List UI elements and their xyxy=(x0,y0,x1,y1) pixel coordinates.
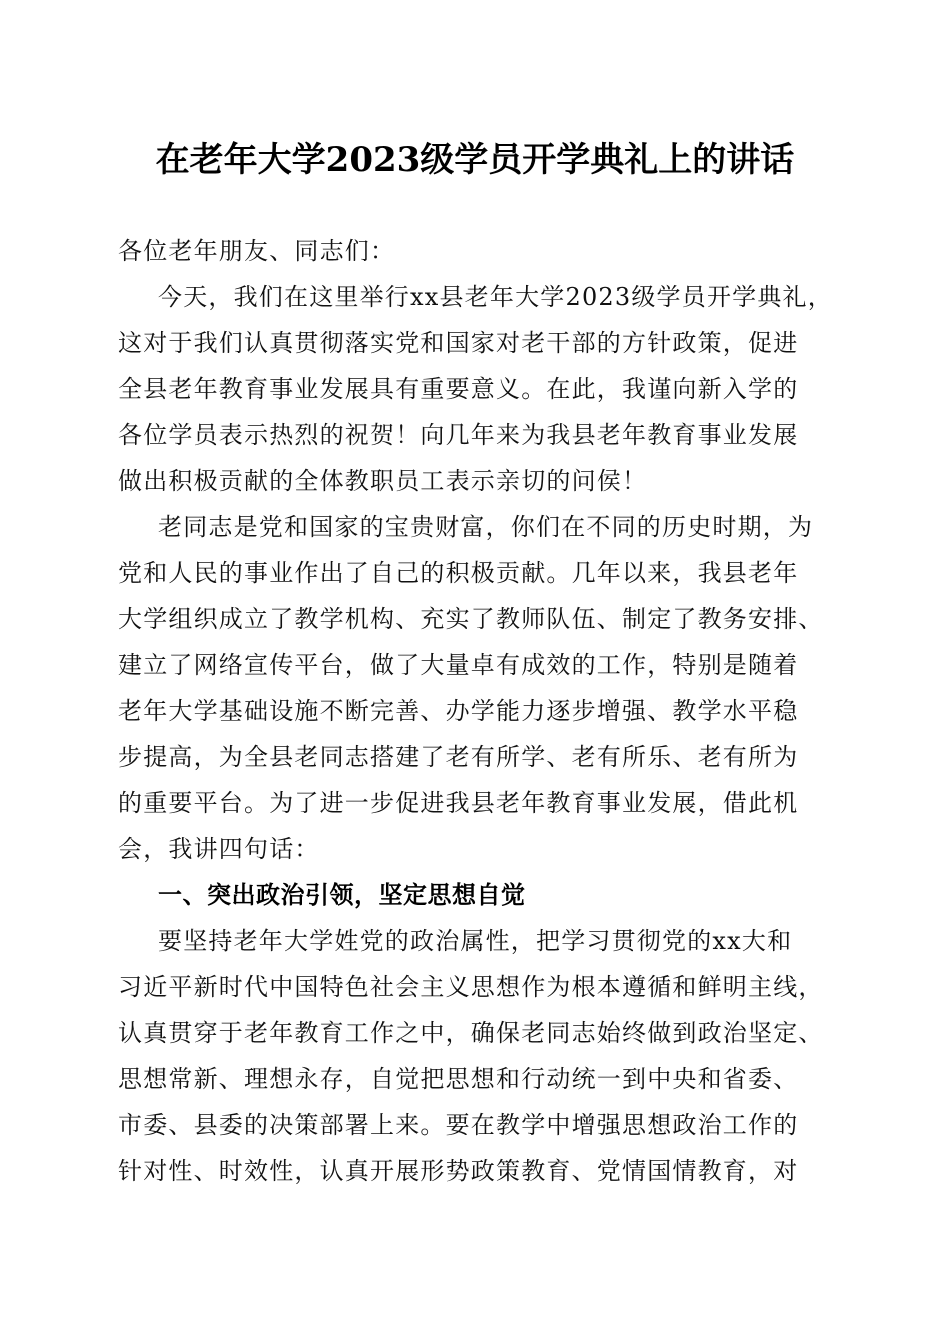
text-line: 步提高，为全县老同志搭建了老有所学、老有所乐、老有所为 xyxy=(118,743,799,771)
text-line: 党和人民的事业作出了自己的积极贡献。几年以来，我县老年 xyxy=(118,559,799,587)
text-line: 认真贯穿于老年教育工作之中，确保老同志始终做到政治坚定、 xyxy=(118,1019,824,1047)
text-line: 各位老年朋友、同志们： xyxy=(118,237,396,265)
text-line: 老年大学基础设施不断完善、办学能力逐步增强、教学水平稳 xyxy=(118,697,799,725)
text-line: 大学组织成立了教学机构、充实了教师队伍、制定了教务安排、 xyxy=(118,605,824,633)
text-line: 思想常新、理想永存，自觉把思想和行动统一到中央和省委、 xyxy=(118,1065,799,1093)
document-body xyxy=(118,228,838,1194)
text-line: 这对于我们认真贯彻落实党和国家对老干部的方针政策，促进 xyxy=(118,329,799,357)
text-line: 老同志是党和国家的宝贵财富，你们在不同的历史时期，为 xyxy=(158,513,814,541)
document-title: 在老年大学2023级学员开学典礼上的讲话 xyxy=(155,140,795,180)
text-line: 要坚持老年大学姓党的政治属性，把学习贯彻党的xx大和 xyxy=(158,927,793,955)
text-line: 市委、县委的决策部署上来。要在教学中增强思想政治工作的 xyxy=(118,1111,799,1139)
text-line: 的重要平台。为了进一步促进我县老年教育事业发展，借此机 xyxy=(118,789,799,817)
text-line: 全县老年教育事业发展具有重要意义。在此，我谨向新入学的 xyxy=(118,375,799,403)
text-line: 各位学员表示热烈的祝贺！向几年来为我县老年教育事业发展 xyxy=(118,421,799,449)
text-line: 建立了网络宣传平台，做了大量卓有成效的工作，特别是随着 xyxy=(118,651,799,679)
text-line: 针对性、时效性，认真开展形势政策教育、党情国情教育，对 xyxy=(118,1157,799,1185)
text-line: 今天，我们在这里举行xx县老年大学2023级学员开学典礼， xyxy=(158,283,833,311)
section-heading: 一、突出政治引领，坚定思想自觉 xyxy=(158,881,526,909)
text-line: 会，我讲四句话： xyxy=(118,835,320,863)
text-line: 做出积极贡献的全体教职员工表示亲切的问侯！ xyxy=(118,467,648,495)
text-line: 习近平新时代中国特色社会主义思想作为根本遵循和鲜明主线， xyxy=(118,973,824,1001)
